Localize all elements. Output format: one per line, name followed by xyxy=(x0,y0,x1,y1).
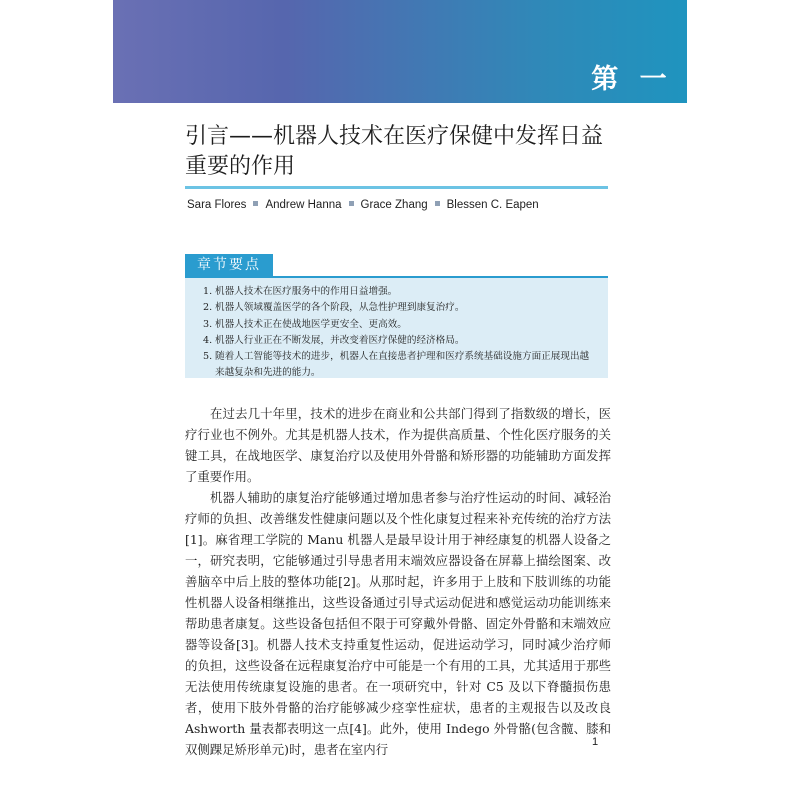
chapter-title-line-1: 引言——机器人技术在医疗保健中发挥日益 xyxy=(185,124,604,149)
author-name: Blessen C. Eapen xyxy=(446,199,539,211)
author-name: Grace Zhang xyxy=(360,199,428,211)
key-point-item xyxy=(203,300,608,316)
author-name: Sara Flores xyxy=(187,199,247,211)
body-paragraph-2: 机器人辅助的康复治疗能够通过增加患者参与治疗性运动的时间、减轻治疗师的负担、改善继发性健康问题以及个性化康复过程来补充传统的治疗方法[1]。麻省理工学院的 Manu 机器人是最早设计用于神经康复的机器人设备之一，研究表明，它能够通过引导患者用末端效应器设备在屏幕上描绘图案、改善脑卒中后上肢的整体功能[2]。从那时起，许多用于上肢和下肢训练的功能性机器人设备相继推出，这些设备通过引导式运动促进和感觉运动功能训练来帮助患者康复。这些设备包括但不限于可穿戴外骨骼、固定外骨骼和末端效应器等设备[3]。机器人技术支持重复性运动，促进运动学习，同时减少治疗师的负担，这些设备在远程康复治疗中可能是一个有用的工具，尤其适用于那些无法使用传统康复设施的患者。在一项研究中，针对 C5 及以下脊髓损伤患者，使用下肢外骨骼的治疗能够减少痉挛性症状，患者的主观报告以及改良 Ashworth 量表都表明这一点[4]。此外，使用 Indego 外骨骼(包含髋、膝和双侧踝足矫形单元)时，患者在室内行 xyxy=(185,490,611,757)
key-point-text: 机器人技术正在使战地医学更安全、更高效。 xyxy=(215,318,407,330)
key-point-number: 2. xyxy=(203,302,213,314)
title-underline xyxy=(185,186,608,189)
key-point-number: 5. xyxy=(203,351,213,363)
author-separator-icon xyxy=(349,201,354,206)
page-number: 1 xyxy=(592,736,599,748)
chapter-title-line-2: 重要的作用 xyxy=(185,154,296,179)
author-separator-icon xyxy=(253,201,258,206)
body-text xyxy=(185,403,611,760)
key-point-item xyxy=(203,349,608,382)
key-point-item xyxy=(203,284,608,300)
key-points-box xyxy=(185,278,608,378)
author-list xyxy=(187,199,539,211)
key-point-item xyxy=(203,317,608,333)
author-separator-icon xyxy=(435,201,440,206)
key-points-list xyxy=(185,278,608,382)
body-paragraph-1: 在过去几十年里，技术的进步在商业和公共部门得到了指数级的增长，医疗行业也不例外。尤其是机器人技术，作为提供高质量、个性化医疗服务的关键工具，在战地医学、康复治疗以及使用外骨骼和矫形器的功能辅助方面发挥了重要作用。 xyxy=(185,406,611,484)
key-point-text: 随着人工智能等技术的进步，机器人在直接患者护理和医疗系统基础设施方面正展现出越来越复杂和先进的能力。 xyxy=(215,351,590,379)
key-point-text: 机器人领域覆盖医学的各个阶段，从急性护理到康复治疗。 xyxy=(215,302,465,314)
key-points-label: 章节要点 xyxy=(185,254,273,276)
key-point-text: 机器人技术在医疗服务中的作用日益增强。 xyxy=(215,286,398,297)
key-point-item xyxy=(203,333,608,349)
key-point-number: 3. xyxy=(203,318,213,330)
key-point-text: 机器人行业正在不断发展，并改变着医疗保健的经济格局。 xyxy=(215,334,465,346)
author-name: Andrew Hanna xyxy=(265,199,342,211)
key-point-number: 1. xyxy=(203,286,213,297)
chapter-label: 第 一 章 xyxy=(591,64,721,95)
chapter-title xyxy=(185,122,625,182)
key-point-number: 4. xyxy=(203,334,213,346)
